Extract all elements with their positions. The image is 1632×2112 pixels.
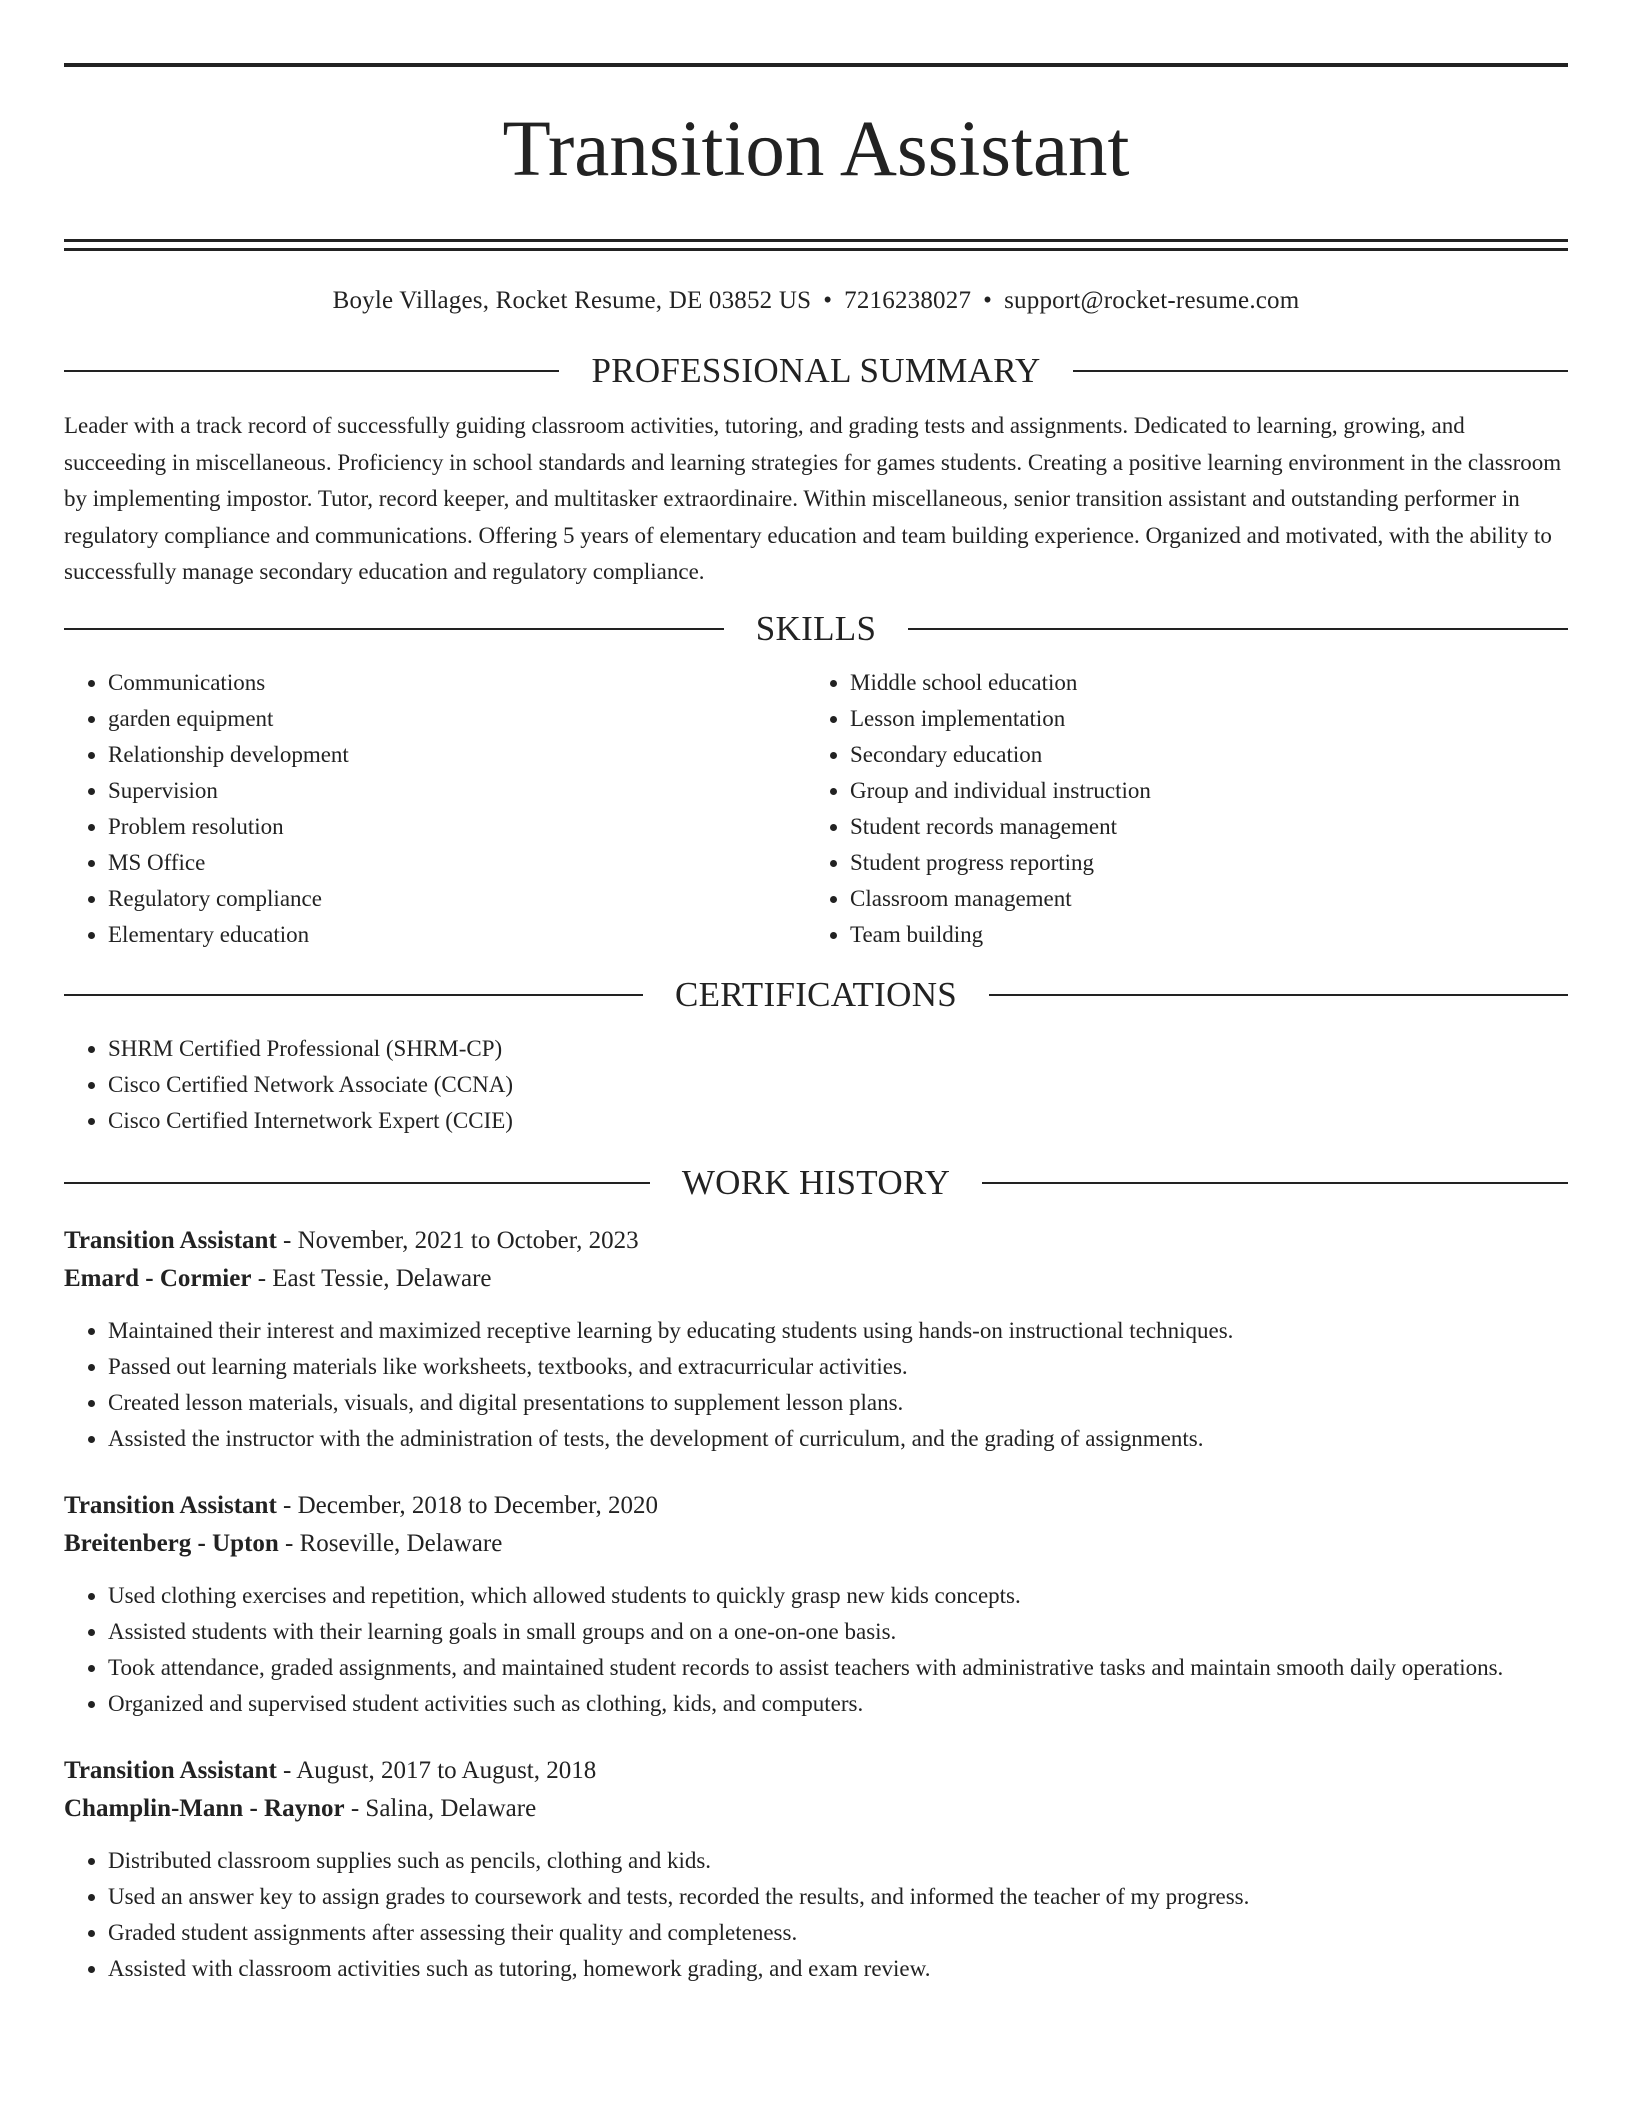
certifications-heading: CERTIFICATIONS bbox=[674, 974, 958, 1014]
section-rule-right bbox=[908, 628, 1568, 630]
skill-item: • Communications bbox=[108, 665, 806, 701]
contact-email: support@rocket-resume.com bbox=[1004, 287, 1300, 314]
job-bullet: • Passed out learning materials like worksheets, textbooks, and extracurricular activities. bbox=[108, 1349, 1568, 1385]
skills-column-left bbox=[64, 665, 806, 953]
job-bullet: • Used an answer key to assign grades to coursework and tests, recorded the results, and informed the teacher of my progress. bbox=[108, 1879, 1568, 1915]
contact-address: Boyle Villages, Rocket Resume, DE 03852 US bbox=[332, 287, 812, 314]
contact-separator: • bbox=[823, 287, 833, 314]
job-title: Transition Assistant bbox=[64, 1756, 277, 1784]
summary-section-header bbox=[64, 349, 1568, 393]
job-company-line bbox=[64, 1525, 1568, 1563]
skills-section-header bbox=[64, 607, 1568, 651]
job-title: Transition Assistant bbox=[64, 1491, 277, 1519]
job-location: - East Tessie, Delaware bbox=[251, 1264, 492, 1292]
summary-heading: PROFESSIONAL SUMMARY bbox=[591, 351, 1041, 390]
job-location: - Salina, Delaware bbox=[344, 1794, 537, 1822]
job-bullet: • Graded student assignments after assessing their quality and completeness. bbox=[108, 1915, 1568, 1951]
job-bullet: • Organized and supervised student activities such as clothing, kids, and computers. bbox=[108, 1686, 1568, 1722]
certifications-section-header bbox=[64, 973, 1568, 1017]
job-bullet: • Created lesson materials, visuals, and digital presentations to supplement lesson plans. bbox=[108, 1385, 1568, 1421]
job-title-line bbox=[64, 1222, 1568, 1260]
job-dates: - August, 2017 to August, 2018 bbox=[276, 1756, 597, 1784]
skill-item: • Group and individual instruction bbox=[850, 773, 1548, 809]
skill-item: • MS Office bbox=[108, 845, 806, 881]
work-section-header bbox=[64, 1161, 1568, 1205]
job-title: Transition Assistant bbox=[64, 1226, 277, 1254]
resume-page bbox=[64, 0, 1568, 1987]
skill-item: • Problem resolution bbox=[108, 809, 806, 845]
skill-item: • Lesson implementation bbox=[850, 701, 1548, 737]
job-company: Emard - Cormier bbox=[64, 1264, 252, 1292]
skill-item: • Student records management bbox=[850, 809, 1548, 845]
job-bullet: • Distributed classroom supplies such as pencils, clothing and kids. bbox=[108, 1843, 1568, 1879]
job-bullets bbox=[64, 1843, 1568, 1987]
section-rule-right bbox=[982, 1182, 1568, 1184]
resume-title: Transition Assistant bbox=[502, 106, 1130, 193]
contact-separator: • bbox=[983, 287, 993, 314]
job-entry bbox=[64, 1222, 1568, 1457]
skill-item: • Middle school education bbox=[850, 665, 1548, 701]
job-entry bbox=[64, 1487, 1568, 1722]
job-bullet: • Assisted students with their learning goals in small groups and on a one-on-one basis. bbox=[108, 1614, 1568, 1650]
skills-list-right bbox=[806, 665, 1548, 953]
job-dates: - December, 2018 to December, 2020 bbox=[276, 1491, 658, 1519]
work-heading: WORK HISTORY bbox=[681, 1162, 951, 1202]
job-title-line bbox=[64, 1752, 1568, 1790]
job-company: Breitenberg - Upton bbox=[64, 1529, 279, 1557]
skills-heading: SKILLS bbox=[755, 608, 877, 648]
skill-item: • garden equipment bbox=[108, 701, 806, 737]
job-bullet: • Assisted with classroom activities such as tutoring, homework grading, and exam review. bbox=[108, 1951, 1568, 1987]
contact-phone: 7216238027 bbox=[844, 287, 972, 314]
contact-line bbox=[64, 284, 1568, 318]
skills-grid bbox=[64, 665, 1568, 953]
job-bullet: • Assisted the instructor with the administration of tests, the development of curriculum, and the grading of assignments. bbox=[108, 1421, 1568, 1457]
job-bullet: • Took attendance, graded assignments, and maintained student records to assist teachers with administrative tasks and maintain smooth daily operations. bbox=[108, 1650, 1568, 1686]
section-rule-right bbox=[1073, 370, 1568, 372]
job-company-line bbox=[64, 1260, 1568, 1298]
certification-item: • Cisco Certified Network Associate (CCNA) bbox=[108, 1067, 1568, 1103]
title-rule-lower bbox=[64, 248, 1568, 251]
skill-item: • Regulatory compliance bbox=[108, 881, 806, 917]
skill-item: • Secondary education bbox=[850, 737, 1548, 773]
job-location: - Roseville, Delaware bbox=[278, 1529, 503, 1557]
section-rule-left bbox=[64, 370, 559, 372]
job-dates: - November, 2021 to October, 2023 bbox=[276, 1226, 639, 1254]
skill-item: • Elementary education bbox=[108, 917, 806, 953]
section-rule-left bbox=[64, 994, 643, 996]
job-bullet: • Used clothing exercises and repetition, which allowed students to quickly grasp new kids concepts. bbox=[108, 1578, 1568, 1614]
certifications-list bbox=[64, 1031, 1568, 1139]
skills-column-right bbox=[806, 665, 1548, 953]
job-bullet: • Maintained their interest and maximized receptive learning by educating students using hands-on instructional techniques. bbox=[108, 1313, 1568, 1349]
job-entry bbox=[64, 1752, 1568, 1987]
skill-item: • Team building bbox=[850, 917, 1548, 953]
skills-list-left bbox=[64, 665, 806, 953]
skill-item: • Classroom management bbox=[850, 881, 1548, 917]
section-rule-left bbox=[64, 1182, 650, 1184]
certification-item: • SHRM Certified Professional (SHRM-CP) bbox=[108, 1031, 1568, 1067]
section-rule-right bbox=[989, 994, 1568, 996]
certification-item: • Cisco Certified Internetwork Expert (CCIE) bbox=[108, 1103, 1568, 1139]
skill-item: • Supervision bbox=[108, 773, 806, 809]
title-rule-upper bbox=[64, 239, 1568, 242]
job-company: Champlin-Mann - Raynor bbox=[64, 1794, 345, 1822]
job-company-line bbox=[64, 1790, 1568, 1828]
skill-item: • Student progress reporting bbox=[850, 845, 1548, 881]
summary-text: Leader with a track record of successfully guiding classroom activities, tutoring, and grading tests and assignments. Dedicated to learning, growing, and succeeding in miscellaneous. Proficiency in school standards and learning strategies for games students. Creating a positive learning environment in the classroom by implementing impostor. Tutor, record keeper, and multitasker extraordinaire. Within miscellaneous, senior transition assistant and outstanding performer in regulatory compliance and communications. Offering 5 years of elementary education and team building experience. Organized and motivated, with the ability to successfully manage secondary education and regulatory compliance. bbox=[64, 413, 1562, 585]
job-bullets bbox=[64, 1578, 1568, 1722]
skill-item: • Relationship development bbox=[108, 737, 806, 773]
job-bullets bbox=[64, 1313, 1568, 1457]
job-title-line bbox=[64, 1487, 1568, 1525]
top-rule bbox=[64, 63, 1568, 67]
section-rule-left bbox=[64, 628, 724, 630]
